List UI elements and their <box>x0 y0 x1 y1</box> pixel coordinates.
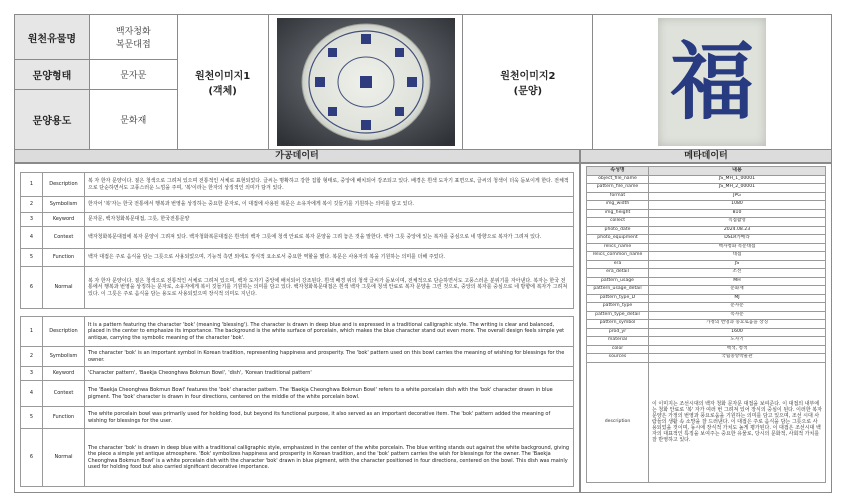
row-number: 4 <box>21 381 43 407</box>
meta-row <box>587 354 826 363</box>
text-row <box>21 197 574 213</box>
meta-attr-header: 속성명 <box>587 167 649 176</box>
meta-value: 백자청화 복문대접 <box>649 243 826 252</box>
meta-row <box>587 320 826 329</box>
pattern-form-label: 문양형태 <box>15 60 90 90</box>
origin-name-value: 백자청화 복문대접 <box>89 15 177 60</box>
meta-value: DSLR카메라 <box>649 235 826 244</box>
meta-row <box>587 252 826 261</box>
bok-character-image <box>658 18 766 146</box>
meta-attr: pattern_usage_detail <box>587 286 649 295</box>
row-number: 1 <box>21 317 43 347</box>
pattern-use-value: 문화재 <box>89 90 177 150</box>
meta-row <box>587 201 826 210</box>
row-key: Description <box>43 317 85 347</box>
row-text: It is a pattern featuring the character 'bok' (meaning 'blessing'). The character is drawn in deep blue and is expressed in a traditional calligraphic style. The writing is clear and balanced, placed in the center to emphasize its importance. The background is the white surface of porcelain, which makes the blue character stand out even more. The overall design feels simple yet antique, carrying the symbolic meaning of the character 'bok'. <box>85 317 574 347</box>
meta-value: JS_MH_2_00001 <box>649 184 826 193</box>
meta-row <box>587 235 826 244</box>
text-row <box>21 367 574 381</box>
meta-value: 2024.08.23 <box>649 226 826 235</box>
origin-name-label: 원천유물명 <box>15 15 90 60</box>
meta-attr: prod_yr <box>587 328 649 337</box>
meta-value: MH <box>649 277 826 286</box>
meta-row <box>587 294 826 303</box>
meta-description-value: 이 이미지는 조선시대의 백자 청화 문자문 대접을 보여준다. 이 대접의 내부에는 청화 안료로 '복' 자가 여러 번 그려져 있어 장식의 중심이 된다. 이러한 복자 문양은 가정의 번영과 풍요로움을 기원하는 의미를 담고 있으며, 조선 시대 사람들의 생활 속 소망을 잘 드러낸다. 이 대접은 주로 음식을 담는 그릇으로 사용되었을 것이며, 동시에 장식적 가치도 높게 평가된다. 이 대접은 조선시대 백자의 대표적인 특징을 보여주는 중요한 유물로, 당시의 문화적, 사회적 가치를 잘 반영하고 있다. <box>649 362 826 482</box>
row-text: 한자어 '복'자는 한국 전통에서 행복과 번영을 상징하는 중요한 문자로, 이 대접에 사용된 복문은 소유자에게 복이 깃들기를 기원하는 의미를 담고 있다. <box>85 197 574 213</box>
meta-row <box>587 277 826 286</box>
meta-value: JS_MH_1_00001 <box>649 175 826 184</box>
text-row <box>21 429 574 487</box>
row-number: 6 <box>21 429 43 487</box>
meta-attr: relics_common_name <box>587 252 649 261</box>
row-key: Keyword <box>43 213 85 227</box>
text-row <box>21 213 574 227</box>
meta-row <box>587 175 826 184</box>
image1-label: 원천이미지1 (객체) <box>177 15 268 150</box>
meta-attr: photo_date <box>587 226 649 235</box>
row-key: Function <box>43 407 85 429</box>
meta-row <box>587 328 826 337</box>
meta-content-header: 내용 <box>649 167 826 176</box>
meta-attr: era_detail <box>587 269 649 278</box>
meta-value: JPG <box>649 192 826 201</box>
row-text: 복 자 한자 문양이다. 짙은 청색으로 전통적인 서체로 그려져 있으며, 백자 도자기 중앙에 배치되어 강조된다. 흰색 배경 위의 청색 글씨가 돋보이며, 전체적으로 단순하면서도 고풍스러운 분위기를 자아낸다. 복자는 한국 전통에서 행복과 번영을 상징하는 문자로, 소유자에게 복이 깃들기를 기원하는 의미를 담고 있다. 백자청화복문대접은 흰색 백자 그릇에 청색 안료로 복자 문양을 그린 것으로, 중앙의 복자를 중심으로 네 방향에 복자가 그려져 있다. 이 그릇은 주로 음식을 담는 용도로 사용되었으며 장식적 의미도 지닌다. <box>85 267 574 309</box>
row-key: Context <box>43 227 85 249</box>
row-text: 백자청화복문대접에 복자 문양이 그려져 있다. 백자청화복문대접은 흰색의 백자 그릇에 청색 안료로 복자 문양을 그려 놓은 것을 말한다. 백자 그릇 중앙에 있는 복자를 중심으로 네 방향으로 복자가 그려져 있다. <box>85 227 574 249</box>
meta-value: 대접 <box>649 252 826 261</box>
row-key: Context <box>43 381 85 407</box>
row-text: 복 자 한자 문양이다. 짙은 청색으로 그려져 있으며 전통적인 서체로 표현되었다. 글씨는 명확하고 강한 집합 형태로, 중앙에 배치되어 강조되고 있다. 배경은 흰색 도자기 표면으로, 글씨의 청색이 더욱 돋보이게 한다. 전체적으로 단순하면서도 고풍스러운 느낌을 주며, '복'이라는 한자의 상징적인 의미가 담겨 있다. <box>85 173 574 197</box>
metadata-table <box>586 166 826 483</box>
meta-row <box>587 243 826 252</box>
row-key: Description <box>43 173 85 197</box>
row-text: 'Character pattern', 'Baekja Cheonghwa Bokmun Bowl', 'dish', 'Korean traditional pattern' <box>85 367 574 381</box>
row-text: The character 'bok' is drawn in deep blue with a traditional calligraphic style, emphasized in the center of the white porcelain. The blue writing stands out against the white background, giving the piece a simple yet antique atmosphere. 'Bok' symbolizes happiness and prosperity in Korean tradition, and the 'bok' pattern carries the wish for blessings for the owner. The 'Baekja Cheonghwa Bokmun Bowl' is a white porcelain dish with the character 'bok' drawn in blue pigment, with the character positioned in four directions, centered on the bowl. This dish was mainly used for holding food but also carried significant decorative importance. <box>85 429 574 487</box>
meta-attr: pattern_file_name <box>587 184 649 193</box>
text-row <box>21 317 574 347</box>
meta-row <box>587 192 826 201</box>
meta-value: MJ <box>649 294 826 303</box>
image1-cell <box>268 15 463 150</box>
meta-attr: img_height <box>587 209 649 218</box>
meta-value: 1600 <box>649 328 826 337</box>
image2-cell <box>593 15 832 150</box>
meta-attr: img_width <box>587 201 649 210</box>
meta-value: 직접촬영 <box>649 218 826 227</box>
meta-attr: pattern_type <box>587 303 649 312</box>
meta-attr: object_file_name <box>587 175 649 184</box>
meta-attr: pattern_type_D <box>587 294 649 303</box>
row-key: Symbolism <box>43 347 85 367</box>
row-number: 4 <box>21 227 43 249</box>
meta-row <box>587 311 826 320</box>
row-key: Function <box>43 249 85 267</box>
row-number: 5 <box>21 249 43 267</box>
meta-row <box>587 184 826 193</box>
meta-description-attr: description <box>587 362 649 482</box>
row-key: Symbolism <box>43 197 85 213</box>
meta-value: 문화재 <box>649 286 826 295</box>
meta-attr: color <box>587 345 649 354</box>
meta-attr: photo_equipment <box>587 235 649 244</box>
korean-text-table <box>20 172 574 309</box>
text-row <box>21 347 574 367</box>
meta-value: 1080 <box>649 201 826 210</box>
row-text: 문자문, 백자청화복문대접, 그릇, 한국전통문양 <box>85 213 574 227</box>
meta-row <box>587 269 826 278</box>
meta-row <box>587 303 826 312</box>
meta-value: 문자문 <box>649 303 826 312</box>
text-row <box>21 249 574 267</box>
meta-attr: pattern_type_detail <box>587 311 649 320</box>
meta-value: 조선 <box>649 269 826 278</box>
row-key: Normal <box>43 429 85 487</box>
row-key: Keyword <box>43 367 85 381</box>
row-number: 3 <box>21 213 43 227</box>
meta-row <box>587 218 826 227</box>
row-number: 3 <box>21 367 43 381</box>
porcelain-bowl-image <box>277 18 455 146</box>
meta-row <box>587 337 826 346</box>
meta-row <box>587 345 826 354</box>
english-text-table <box>20 316 574 487</box>
meta-attr: material <box>587 337 649 346</box>
meta-attr: pattern_symbol <box>587 320 649 329</box>
processed-data-header: 가공데이터 <box>14 149 580 163</box>
object-info-table <box>14 14 832 150</box>
meta-value: 도자기 <box>649 337 826 346</box>
metadata-header: 메타데이터 <box>580 149 832 163</box>
text-row <box>21 173 574 197</box>
image2-label: 원천이미지2 (문양) <box>463 15 593 150</box>
pattern-form-value: 문자문 <box>89 60 177 90</box>
meta-value: JS <box>649 260 826 269</box>
meta-attr: format <box>587 192 649 201</box>
row-text: The white porcelain bowl was primarily used for holding food, but beyond its functional purpose, it also served as an important decorative item. The 'bok' pattern added the meaning of wishing for blessings for the user. <box>85 407 574 429</box>
text-row <box>21 407 574 429</box>
text-row <box>21 381 574 407</box>
meta-attr: collect <box>587 218 649 227</box>
meta-description-row <box>587 362 826 482</box>
meta-value: 복자문 <box>649 311 826 320</box>
meta-row <box>587 286 826 295</box>
row-number: 6 <box>21 267 43 309</box>
meta-attr: sources <box>587 354 649 363</box>
row-number: 2 <box>21 347 43 367</box>
meta-attr: era <box>587 260 649 269</box>
meta-attr: relics_name <box>587 243 649 252</box>
meta-row <box>587 209 826 218</box>
meta-value: 가정의 번영과 풍요로움을 상징 <box>649 320 826 329</box>
bok-glyph: 福 <box>670 32 755 131</box>
row-number: 1 <box>21 173 43 197</box>
text-row <box>21 227 574 249</box>
row-number: 5 <box>21 407 43 429</box>
row-text: The character 'bok' is an important symbol in Korean tradition, representing happiness and prosperity. The 'bok' pattern used on this bowl carries the meaning of wishing for blessings for the owner. <box>85 347 574 367</box>
meta-attr: pattern_usage <box>587 277 649 286</box>
meta-value: 백색, 청색 <box>649 345 826 354</box>
meta-row <box>587 260 826 269</box>
meta-row <box>587 226 826 235</box>
meta-value: 810 <box>649 209 826 218</box>
pattern-use-label: 문양용도 <box>15 90 90 150</box>
row-key: Normal <box>43 267 85 309</box>
row-text: 백자 대접은 주로 음식을 담는 그릇으로 사용되었으며, 기능적 측면 외에도 장식적 요소로서 중요한 역할을 했다. 복문은 사용자의 복을 기원하는 의미를 더해 주었다. <box>85 249 574 267</box>
row-number: 2 <box>21 197 43 213</box>
text-row <box>21 267 574 309</box>
row-text: The 'Baekja Cheonghwa Bokmun Bowl' features the 'bok' character pattern. The 'Baekja Cheonghwa Bokmun Bowl' refers to a white porcelain dish with the 'bok' character drawn in blue pigment. The 'bok' character is drawn in four directions, centered on the middle of the white porcelain bowl. <box>85 381 574 407</box>
meta-value: 국립중앙박물관 <box>649 354 826 363</box>
